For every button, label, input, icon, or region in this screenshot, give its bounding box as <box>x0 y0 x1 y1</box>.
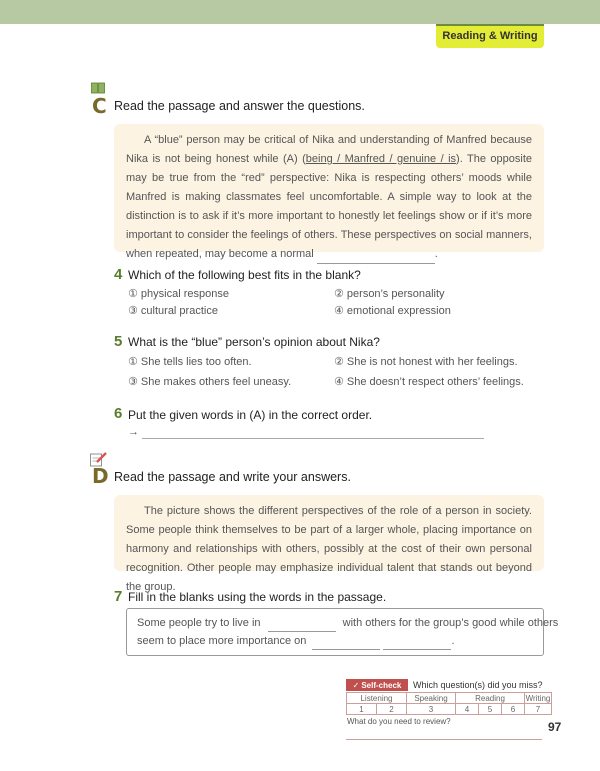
top-color-bar <box>0 0 600 24</box>
section-d-title: Read the passage and write your answers. <box>114 470 351 484</box>
passage-c-text: A “blue” person may be critical of Nika and understanding of Manfred because Nika is not being honest while (A) (being / Manfred / genuine / is). The opposite may be true from the “red” perspective: Nika is respecting others’ moods while Manfred is making classmates feel uncomfortable. A simple way to look at the distinction is to ask if it’s more important to honestly let feelings show or if it’s more important to consider the feelings of others. These perspectives on social manners, when repeated, may become a normal . <box>126 131 532 264</box>
check-icon: ✓ <box>352 680 360 690</box>
section-tab-label: Reading & Writing <box>442 30 538 42</box>
question-4-text: Which of the following best fits in the blank? <box>128 268 361 282</box>
section-c-title: Read the passage and answer the questions. <box>114 99 365 113</box>
q5-option-4[interactable]: ④ She doesn’t respect others’ feelings. <box>334 376 524 388</box>
qnum-cell[interactable]: 4 <box>456 704 479 715</box>
q4-option-3[interactable]: ③ cultural practice <box>128 305 218 317</box>
question-7-number: 7 <box>114 588 123 605</box>
header-listening: Listening <box>347 693 407 704</box>
q5-option-1[interactable]: ① She tells lies too often. <box>128 356 252 368</box>
blank-3[interactable] <box>383 637 451 650</box>
qnum-cell[interactable]: 6 <box>502 704 525 715</box>
qnum-cell[interactable]: 2 <box>377 704 407 715</box>
passage-d <box>114 495 544 593</box>
header-reading: Reading <box>456 693 525 704</box>
section-d-letter: D <box>92 464 109 488</box>
blank-1[interactable] <box>268 619 336 632</box>
qnum-cell[interactable]: 5 <box>479 704 502 715</box>
section-tab <box>436 24 544 48</box>
section-c-letter: C <box>92 94 107 118</box>
qnum-cell[interactable]: 1 <box>347 704 377 715</box>
review-label: What do you need to review? <box>347 717 451 726</box>
q4-option-1[interactable]: ① physical response <box>128 288 229 300</box>
qnum-cell[interactable]: 7 <box>525 704 552 715</box>
header-writing: Writing <box>525 693 551 703</box>
q6-arrow: → <box>128 426 139 438</box>
qnum-cell[interactable]: 3 <box>407 704 456 715</box>
self-check-prompt: Which question(s) did you miss? <box>413 680 543 690</box>
review-line[interactable] <box>346 739 542 740</box>
header-speaking: Speaking <box>407 693 456 704</box>
question-4-number: 4 <box>114 266 123 283</box>
page-number: 97 <box>548 720 562 734</box>
q4-option-4[interactable]: ④ emotional expression <box>334 305 451 317</box>
self-check-table <box>346 692 552 715</box>
passage-blank <box>317 251 435 264</box>
question-5-text: What is the “blue” person’s opinion about Nika? <box>128 335 380 349</box>
passage-d-text: The picture shows the different perspectives of the role of a person in society. Some people think themselves to be part of a larger whole, placing importance on harmony and relationships with others, possibly at the cost of their own personal recognition. Other people may emphasize individual talent that stands out beyond the group. <box>126 505 532 593</box>
passage-c <box>114 124 544 260</box>
answer-box: Some people try to live in with others for the group’s good while others seem to place more importance on . <box>126 608 544 656</box>
book-icon <box>91 82 105 94</box>
blank-2[interactable] <box>312 637 380 650</box>
self-check-badge: ✓ Self-check <box>346 679 408 691</box>
question-7-text: Fill in the blanks using the words in the passage. <box>128 590 387 604</box>
question-5-number: 5 <box>114 333 123 350</box>
q5-option-3[interactable]: ③ She makes others feel uneasy. <box>128 376 292 388</box>
q5-option-2[interactable]: ② She is not honest with her feelings. <box>334 356 518 368</box>
q4-option-2[interactable]: ② person’s personality <box>334 288 445 300</box>
q6-answer-line[interactable] <box>142 438 484 439</box>
question-6-text: Put the given words in (A) in the correct order. <box>128 408 373 422</box>
question-6-number: 6 <box>114 405 123 422</box>
given-words: being / Manfred / genuine / is <box>305 153 457 165</box>
